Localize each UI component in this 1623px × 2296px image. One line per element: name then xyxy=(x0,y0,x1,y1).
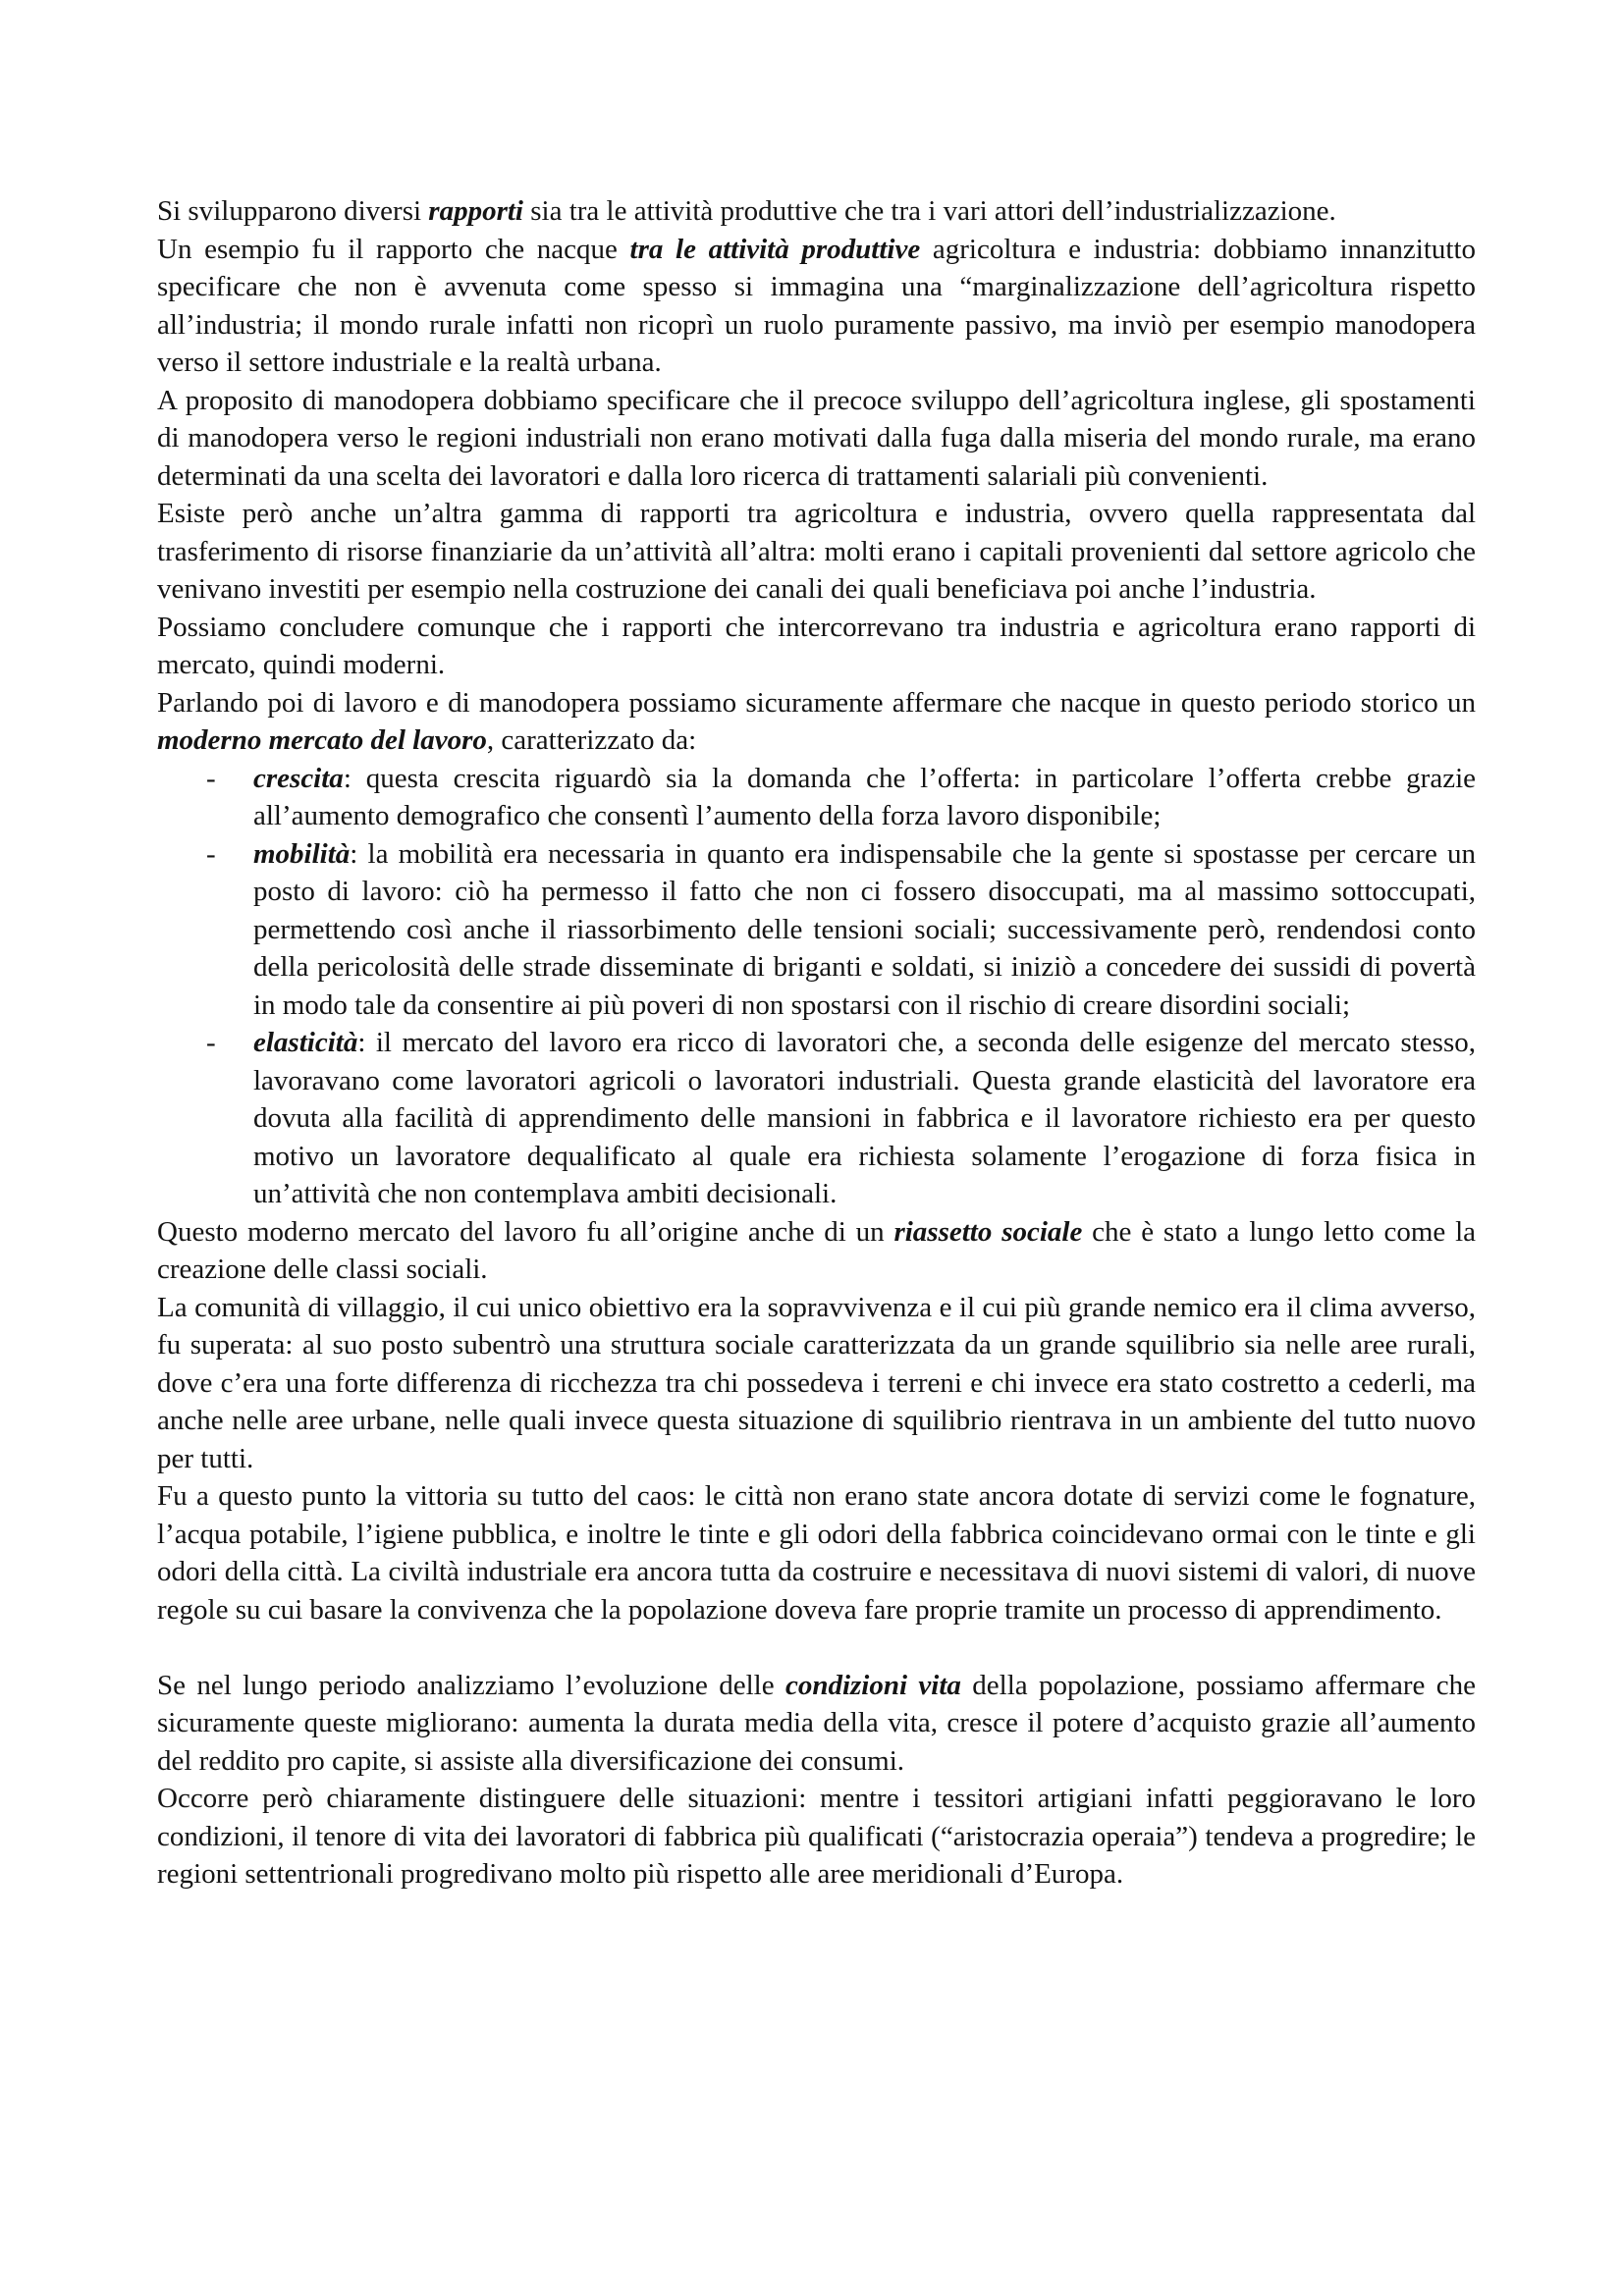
text-run: , caratterizzato da: xyxy=(486,724,697,756)
paragraph-riassetto-sociale xyxy=(157,1213,1476,1289)
list-item-text: : la mobilità era necessaria in quanto era indispensabile che la gente si spostasse per cercare un posto di lavoro: ciò ha permesso il fatto che non ci fossero disoccupati, ma al massimo sottoccupati, permettendo così anche il riassorbimento delle tensioni sociali; successivamente però, rendendosi conto della pericolosità delle strade disseminate di briganti e soldati, si iniziò a concedere dei sussidi di povertà in modo tale da consentire ai più poveri di non spostarsi con il rischio di creare disordini sociali; xyxy=(253,837,1476,1021)
text-run: Questo moderno mercato del lavoro fu all’origine anche di un xyxy=(157,1215,894,1248)
emphasis-attivita-produttive: tra le attività produttive xyxy=(629,233,921,265)
list-item-mobilita xyxy=(157,835,1476,1025)
emphasis-riassetto-sociale: riassetto sociale xyxy=(893,1215,1083,1248)
text-run: della popolazione, possiamo affermare che sicuramente queste migliorano: aumenta la durata media della vita, cresce il potere d’acquisto grazie all’aumento del reddito pro capite, si assiste alla diversificazione dei consumi. xyxy=(157,1669,1476,1777)
document-body xyxy=(157,192,1476,1894)
paragraph-comunita-villaggio: La comunità di villaggio, il cui unico obiettivo era la sopravvivenza e il cui più grande nemico era il clima avverso, fu superata: al suo posto subentrò una struttura sociale caratterizzata da un grande squilibrio sia nelle aree rurali, dove c’era una forte differenza di ricchezza tra chi possedeva i terreni e chi invece era stato costretto a cederli, ma anche nelle aree urbane, nelle quali invece questa situazione di squilibrio rientrava in un ambiente del tutto nuovo per tutti. xyxy=(157,1291,1476,1474)
text-run: Un esempio fu il rapporto che nacque xyxy=(157,233,630,265)
list-dash: - xyxy=(206,762,216,794)
emphasis-rapporti: rapporti xyxy=(428,195,523,227)
text-run: agricoltura e industria: dobbiamo innanzitutto specificare che non è avvenuta come spesso si immagina una “marginalizzazione dell’agricoltura rispetto all’industria; il mondo rurale infatti non ricoprì un ruolo puramente passivo, ma inviò per esempio manodopera verso il settore industriale e la realtà urbana. xyxy=(157,233,1477,378)
emphasis-mercato-lavoro: moderno mercato del lavoro xyxy=(157,724,487,756)
text-run: sia tra le attività produttive che tra i vari attori dell’industrializzazione. xyxy=(522,195,1336,227)
list-item-elasticita xyxy=(157,1024,1476,1213)
list-item-crescita xyxy=(157,760,1476,835)
paragraph-caos: Fu a questo punto la vittoria su tutto del caos: le città non erano state ancora dotate di servizi come le fognature, l’acqua potabile, l’igiene pubblica, e inoltre le tinte e gli odori della fabbrica coincidevano ormai con le tinte e gli odori della città. La civiltà industriale era ancora tutta da costruire e necessitava di nuovi sistemi di valori, di nuove regole su cui basare la convivenza che la popolazione doveva fare proprie tramite un processo di apprendimento. xyxy=(157,1480,1476,1626)
paragraph-situazioni: Occorre però chiaramente distinguere delle situazioni: mentre i tessitori artigiani infatti peggioravano le loro condizioni, il tenore di vita dei lavoratori di fabbrica più qualificati (“aristocrazia operaia”) tendeva a progredire; le regioni settentrionali progredivano molto più rispetto alle aree meridionali d’Europa. xyxy=(157,1783,1476,1890)
paragraph-rapporti xyxy=(157,192,1476,231)
paragraph-attivita-produttive xyxy=(157,231,1476,382)
term-mobilita: mobilità xyxy=(253,837,351,870)
paragraph-condizioni-vita xyxy=(157,1667,1476,1781)
list-item-text: : questa crescita riguardò sia la domanda che l’offerta: in particolare l’offerta crebbe grazie all’aumento demografico che consentì l’aumento della forza lavoro disponibile; xyxy=(253,762,1476,831)
paragraph-manodopera: A proposito di manodopera dobbiamo specificare che il precoce sviluppo dell’agricoltura inglese, gli spostamenti di manodopera verso le regioni industriali non erano motivati dalla fuga dalla miseria del mondo rurale, ma erano determinati da una scelta dei lavoratori e dalla loro ricerca di trattamenti salariali più convenienti. xyxy=(157,384,1476,492)
text-run: che è stato a lungo letto come la creazione delle classi sociali. xyxy=(157,1215,1476,1285)
text-run: Si svilupparono diversi xyxy=(157,195,429,227)
paragraph-mercato-lavoro xyxy=(157,684,1476,760)
emphasis-condizioni-vita: condizioni vita xyxy=(784,1669,961,1701)
term-crescita: crescita xyxy=(253,762,344,794)
paragraph-risorse-finanziarie: Esiste però anche un’altra gamma di rapporti tra agricoltura e industria, ovvero quella rappresentata dal trasferimento di risorse finanziarie da un’attività all’altra: molti erano i capitali provenienti dal settore agricolo che venivano investiti per esempio nella costruzione dei canali dei quali beneficiava poi anche l’industria. xyxy=(157,498,1476,605)
paragraph-rapporti-mercato: Possiamo concludere comunque che i rapporti che intercorrevano tra industria e agricoltura erano rapporti di mercato, quindi moderni. xyxy=(157,611,1476,680)
characteristics-list xyxy=(157,760,1476,1213)
list-item-text: : il mercato del lavoro era ricco di lavoratori che, a seconda delle esigenze del mercato stesso, lavoravano come lavoratori agricoli o lavoratori industriali. Questa grande elasticità del lavoratore era dovuta alla facilità di apprendimento delle mansioni in fabbrica e il lavoratore richiesto era per questo motivo un lavoratore dequalificato al quale era richiesta solamente l’erogazione di forza fisica in un’attività che non contemplava ambiti decisionali. xyxy=(253,1027,1476,1209)
term-elasticita: elasticità xyxy=(253,1027,358,1058)
list-dash: - xyxy=(206,1027,216,1058)
text-run: Se nel lungo periodo analizziamo l’evoluzione delle xyxy=(157,1669,785,1701)
list-dash: - xyxy=(206,837,216,870)
text-run: Parlando poi di lavoro e di manodopera possiamo sicuramente affermare che nacque in questo periodo storico un xyxy=(157,686,1476,719)
